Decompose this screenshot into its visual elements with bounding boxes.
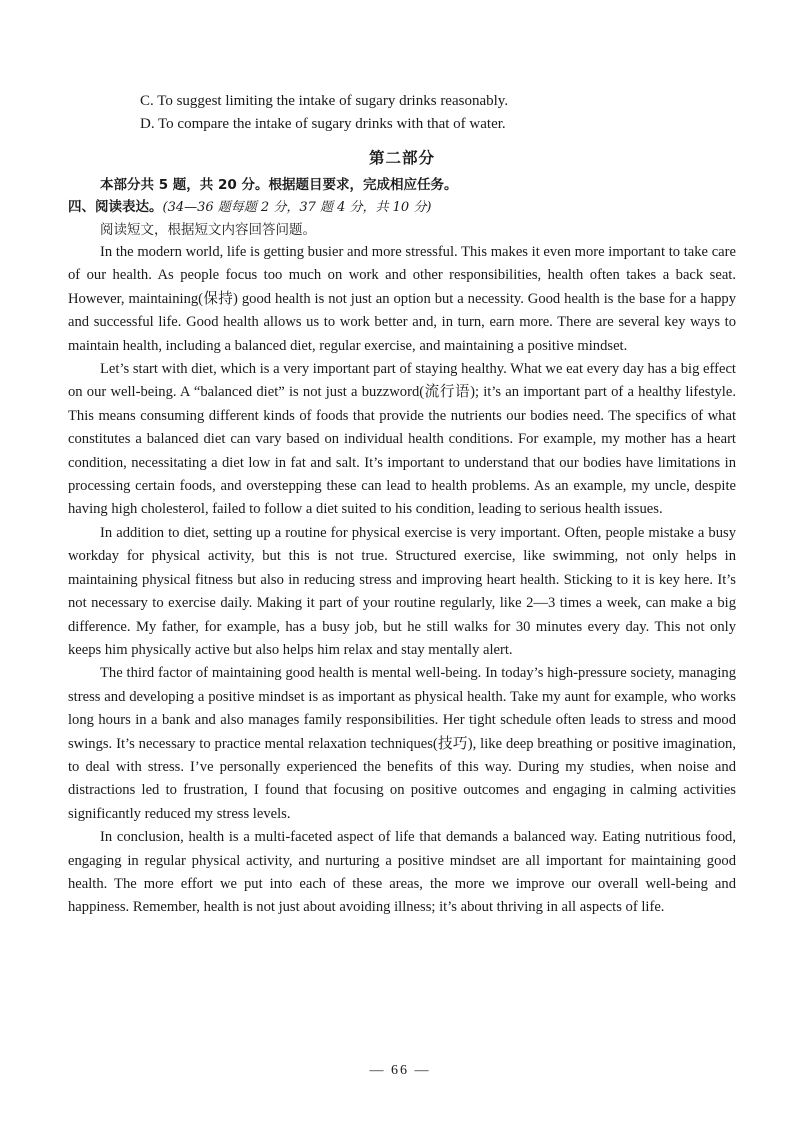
section-header [68,196,736,219]
option-c: C. To suggest limiting the intake of sugary drinks reasonably. [140,93,509,109]
section-heading: 四、阅读表达。 [68,199,163,215]
passage-paragraph: In conclusion, health is a multi-faceted aspect of life that demands a balanced way. Eating nutritious food, engaging in regular physical activity, and nurturing a positive mindset are all important for maintaining good health. The more effort we put into each of these areas, the more we improve our overall well-being and happiness. Remember, health is not just about avoiding illness; it’s about thriving in all aspects of life. [68,829,736,916]
passage-paragraph: In addition to diet, setting up a routine for physical exercise is very important. Often, people mistake a busy workday for physical activity, but this is not true. Structured exercise, like swimming, not only helps in maintaining physical fitness but also in reducing stress and improving heart health. Sticking to it is key here. It’s not necessary to exercise daily. Making it part of your routine regularly, like 2—3 times a week, can make a big difference. My father, for example, has a busy job, but he still walks for 30 minutes every day. This not only keeps him physically active but also helps him relax and stay mentally alert. [68,524,736,658]
passage-paragraph: In the modern world, life is getting busier and more stressful. This makes it even more important to take care of our health. As people focus too much on work and other responsibilities, health often takes a back seat. However, maintaining(保持) good health is not just an option but a necessity. Good health is the base for a happy and successful life. Good health allows us to work better and, in turn, earn more. There are several key ways to maintain health, including a balanced diet, regular exercise, and maintaining a positive mindset. [68,244,736,354]
section-score-note: (34—36 题每题 2 分，37 题 4 分，共 10 分) [162,200,432,215]
option-d: D. To compare the intake of sugary drinks with that of water. [140,116,506,132]
answer-options [68,90,736,136]
part-description: 本部分共 5 题，共 20 分。根据题目要求，完成相应任务。 [100,177,458,193]
part-title: 第二部分 [368,149,435,167]
page-number: — 66 — [369,1063,431,1078]
passage-paragraph: The third factor of maintaining good health is mental well-being. In today’s high-pressure society, managing stress and developing a positive mindset is as important as physical health. Take my aunt for example, who works long hours in a bank and also manages family responsibilities. Her tight schedule often leads to stress and mood swings. It’s necessary to practice mental relaxation techniques(技巧), like deep breathing or positive imagination, to deal with stress. I’ve personally experienced the benefits of this way. During my studies, when noise and distractions led to frustration, I found that focusing on positive outcomes and engaging in calming activities significantly reduced my stress levels. [68,665,736,822]
passage-paragraph: Let’s start with diet, which is a very important part of staying healthy. What we eat every day has a big effect on our well-being. A “balanced diet” is not just a buzzword(流行语); it’s an important part of a healthy lifestyle. This means consuming different kinds of foods that provide the nutrients our bodies need. The specifics of what constitutes a balanced diet can vary based on individual health conditions. For example, my mother has a heart condition, necessitating a diet low in fat and salt. It’s important to understand that our bodies have limitations in processing certain foods, and overstepping these can lead to health problems. As an example, my uncle, despite having high cholesterol, failed to follow a diet suited to his condition, leading to serious health issues. [68,361,736,518]
reading-passage [68,241,736,920]
section-instruction: 阅读短文，根据短文内容回答问题。 [100,222,316,238]
